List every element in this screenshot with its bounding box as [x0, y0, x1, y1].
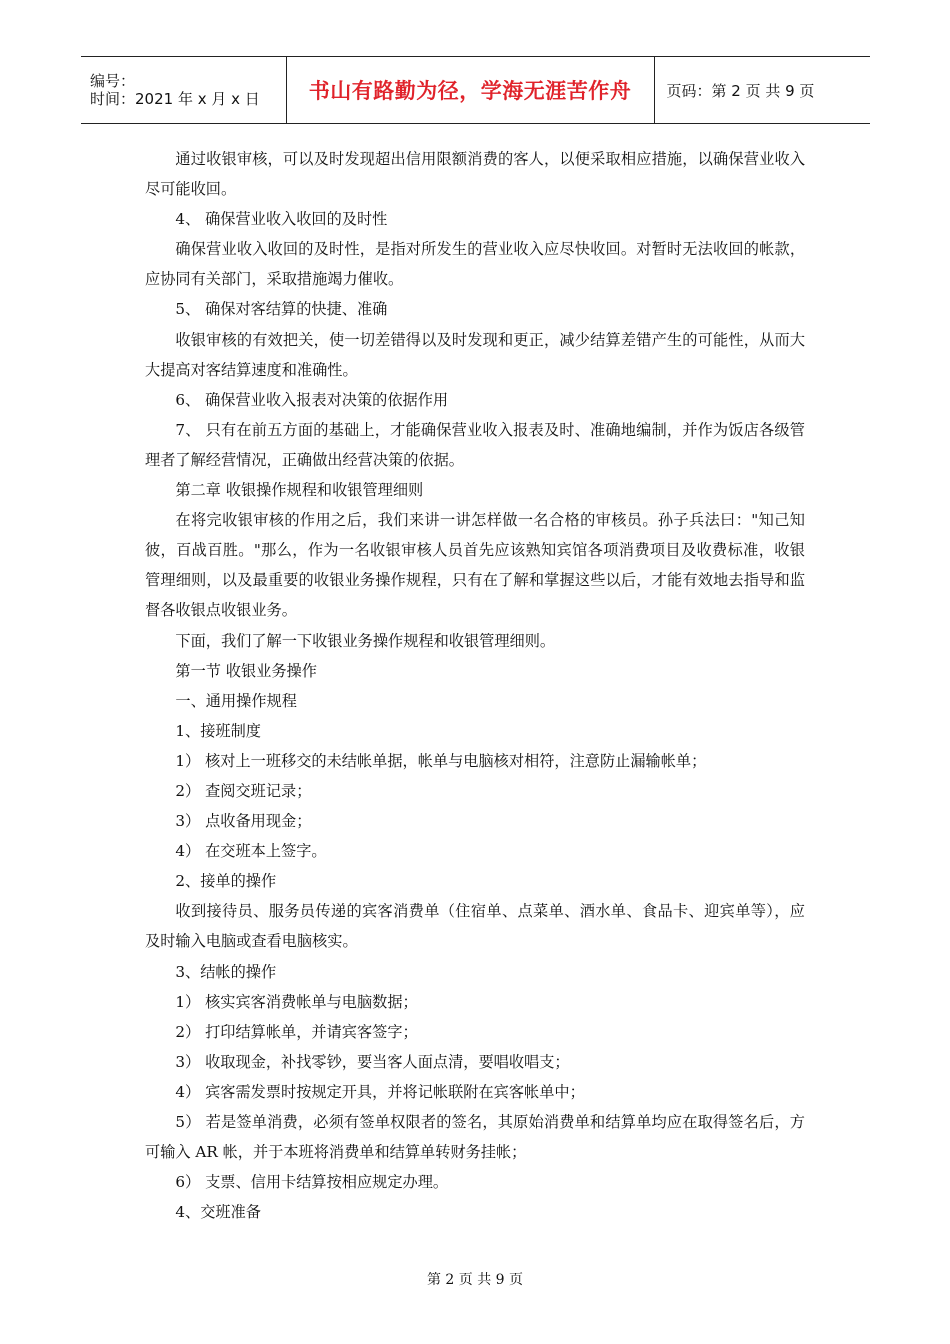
page-header: [81, 56, 870, 124]
paragraph: 通过收银审核，可以及时发现超出信用限额消费的客人，以便采取相应措施，以确保营业收入尽可能收回。: [145, 150, 805, 199]
list-item: 3） 收取现金，补找零钞，要当客人面点清，要唱收唱支；: [175, 1052, 570, 1071]
section-heading: 6、 确保营业收入报表对决策的依据作用: [175, 390, 449, 409]
list-heading: 4、交班准备: [175, 1203, 261, 1222]
paragraph: 在将完收银审核的作用之后，我们来讲一讲怎样做一名合格的审核员。孙子兵法曰："知己知彼，百战百胜。"那么，作为一名收银审核人员首先应该熟知宾馆各项消费项目及收费标准，收银管理细则，以及最重要的收银业务操作规程，只有在了解和掌握这些以后，才能有效地去指导和监督各收银点收银业务。: [145, 511, 805, 620]
page-footer: 第 2 页 共 9 页: [426, 1272, 524, 1288]
document-number-label: 编号：: [90, 72, 136, 90]
list-item: 4） 在交班本上签字。: [175, 842, 327, 861]
list-item: 5） 若是签单消费，必须有签单权限者的签名，其原始消费单和结算单均应在取得签名后，方可输入 AR 帐，并于本班将消费单和结算单转财务挂帐；: [145, 1113, 805, 1162]
paragraph: 收到接待员、服务员传递的宾客消费单（住宿单、点菜单、酒水单、食品卡、迎宾单等），应及时输入电脑或查看电脑核实。: [145, 902, 805, 951]
chapter-heading: 第二章 收银操作规程和收银管理细则: [175, 481, 424, 500]
document-date-label: 时间：2021 年 x 月 x 日: [90, 90, 260, 108]
paragraph: 确保营业收入收回的及时性，是指对所发生的营业收入应尽快收回。对暂时无法收回的帐款，应协同有关部门，采取措施竭力催收。: [145, 240, 805, 289]
header-motto: 书山有路勤为径，学海无涯苦作舟: [308, 79, 632, 103]
paragraph: 下面，我们了解一下收银业务操作规程和收银管理细则。: [175, 631, 556, 650]
header-meta: [81, 57, 286, 124]
list-item: 6） 支票、信用卡结算按相应规定办理。: [175, 1173, 449, 1192]
list-heading: 2、接单的操作: [175, 872, 277, 891]
header-page-info: 页码：第 2 页 共 9 页: [654, 57, 870, 124]
section-heading: 第一节 收银业务操作: [175, 661, 317, 680]
paragraph: 收银审核的有效把关，使一切差错得以及时发现和更正，减少结算差错产生的可能性，从而大大提高对客结算速度和准确性。: [145, 330, 805, 379]
list-item: 1） 核实宾客消费帐单与电脑数据；: [175, 992, 418, 1011]
list-item: 2） 查阅交班记录；: [175, 781, 312, 800]
list-item: 3） 点收备用现金；: [175, 812, 312, 831]
subsection-heading: 一、通用操作规程: [175, 691, 297, 710]
list-item: 2） 打印结算帐单，并请宾客签字；: [175, 1022, 418, 1041]
list-item: 1） 核对上一班移交的未结帐单据，帐单与电脑核对相符，注意防止漏输帐单；: [175, 751, 707, 770]
header-motto-cell: [286, 57, 654, 124]
document-body: [145, 144, 805, 1227]
list-heading: 3、结帐的操作: [175, 962, 277, 981]
list-item: 4） 宾客需发票时按规定开具，并将记帐联附在宾客帐单中；: [175, 1082, 585, 1101]
list-heading: 1、接班制度: [175, 721, 261, 740]
paragraph: 7、 只有在前五方面的基础上，才能确保营业收入报表及时、准确地编制，并作为饭店各级管理者了解经营情况，正确做出经营决策的依据。: [145, 420, 805, 469]
section-heading: 5、 确保对客结算的快捷、准确: [175, 300, 388, 319]
section-heading: 4、 确保营业收入收回的及时性: [175, 210, 388, 229]
